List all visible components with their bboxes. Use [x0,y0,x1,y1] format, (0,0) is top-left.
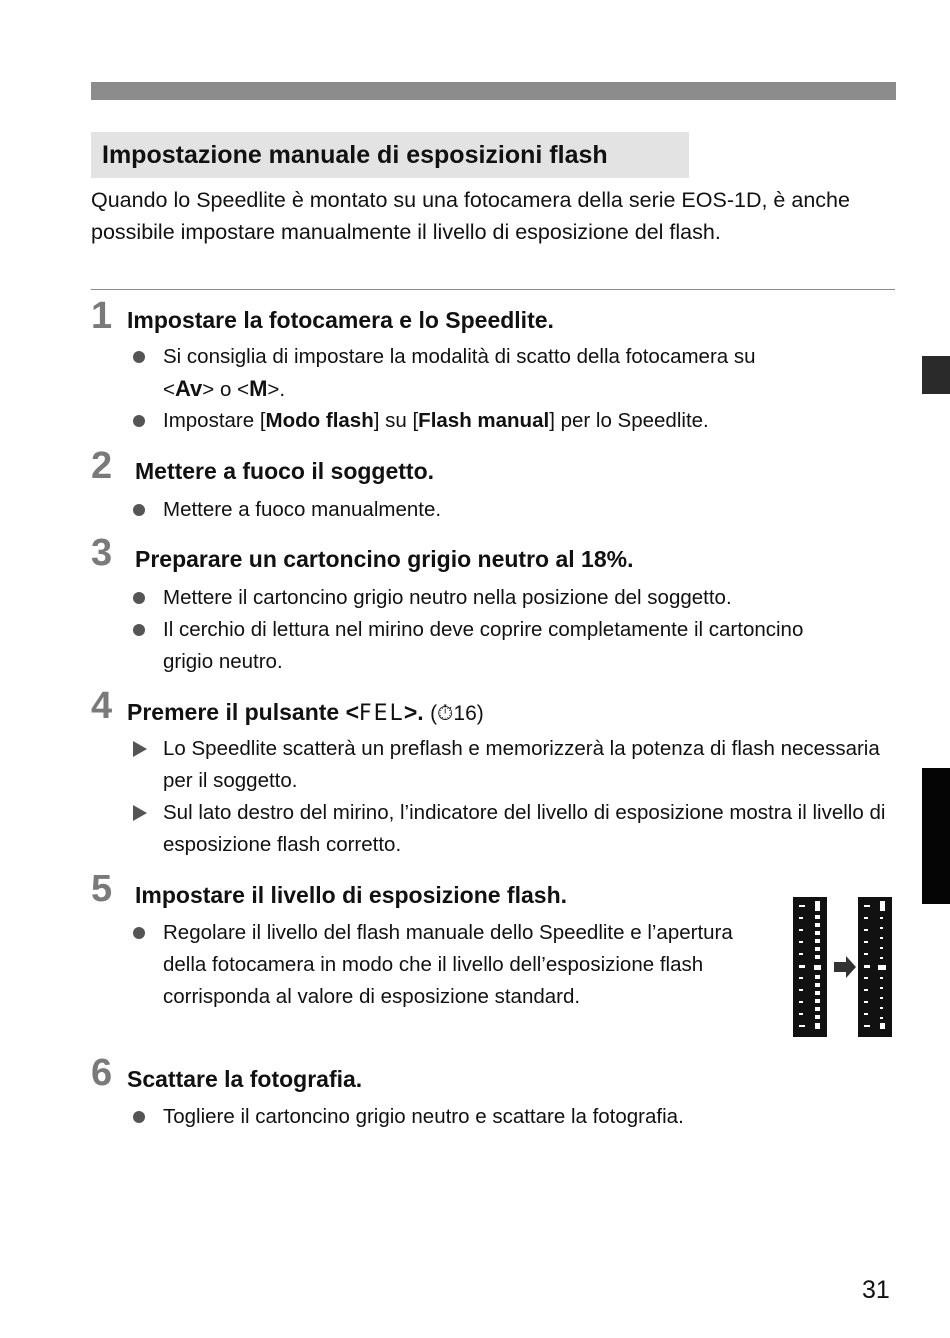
bullet-icon [133,351,145,363]
exposure-meter-before [793,897,827,1037]
av-mode-symbol: Av [174,376,203,401]
section-title: Impostazione manuale di esposizioni flash [91,132,689,178]
step-4-item-2: Sul lato destro del mirino, l’indicatore del livello di esposizione mostra il livello di esposizione flash corretto. [131,797,901,861]
bullet-icon [133,624,145,636]
step-number-3: 3 [91,532,113,574]
bullet-icon [133,1111,145,1123]
step-4-item-1: Lo Speedlite scatterà un preflash e memorizzerà la potenza di flash necessaria per il soggetto. [131,733,891,797]
menu-setting-name: Modo flash [265,409,374,432]
step-number-5: 5 [91,868,113,910]
side-index-tab [922,356,950,394]
page-number: 31 [862,1276,890,1304]
step-title-5: Impostare il livello di esposizione flash. [135,882,568,908]
m-mode-symbol: M [249,376,268,401]
bullet-icon [133,504,145,516]
step-3-item-2: Il cerchio di lettura nel mirino deve coprire completamente il cartoncino grigio neutro. [131,614,831,678]
step-1-item-1: Si consiglia di impostare la modalità di scatto della fotocamera su <Av> o <M>. [131,341,871,406]
step-3-item-1: Mettere il cartoncino grigio neutro nella posizione del soggetto. [131,582,871,614]
step-title-1: Impostare la fotocamera e lo Speedlite. [127,307,554,333]
fel-button-symbol: FEL [359,701,404,726]
bullet-icon [133,927,145,939]
bullet-icon [133,592,145,604]
intro-paragraph: Quando lo Speedlite è montato su una fotocamera della serie EOS-1D, è anche possibile impostare manualmente il livello di esposizione del flash. [91,188,850,244]
step-title-2: Mettere a fuoco il soggetto. [135,458,435,484]
bullet-icon [133,415,145,427]
step-number-4: 4 [91,685,113,727]
side-chapter-tab [922,768,950,904]
arrow-right-icon [834,956,856,978]
step-1-item-2: Impostare [Modo flash] su [Flash manual] per lo Speedlite. [131,405,871,437]
menu-setting-value: Flash manual [418,409,550,432]
result-arrow-icon [133,805,147,821]
step-6-item-1: Togliere il cartoncino grigio neutro e scattare la fotografia. [131,1101,871,1133]
step-number-2: 2 [91,445,113,487]
item-text: Si consiglia di impostare la modalità di scatto della fotocamera su [163,345,756,368]
step-2-item-1: Mettere a fuoco manualmente. [131,494,871,526]
exposure-meter-after [858,897,892,1037]
exposure-level-meter-icon [790,895,896,1041]
chapter-header-rule [91,82,896,100]
step-title-4: Premere il pulsante <FEL>. (⏱16) [127,699,484,726]
step-title-6: Scattare la fotografia. [127,1066,363,1092]
result-arrow-icon [133,741,147,757]
section-divider [91,289,895,290]
step-title-3: Preparare un cartoncino grigio neutro al 18%. [135,546,634,572]
page-reference: (⏱16) [430,702,484,725]
step-number-6: 6 [91,1052,113,1094]
step-5-item-1: Regolare il livello del flash manuale dello Speedlite e l’apertura della fotocamera in modo che il livello dell’esposizione flash corrisponda al valore di esposizione standard. [131,917,776,1013]
step-number-1: 1 [91,295,113,337]
